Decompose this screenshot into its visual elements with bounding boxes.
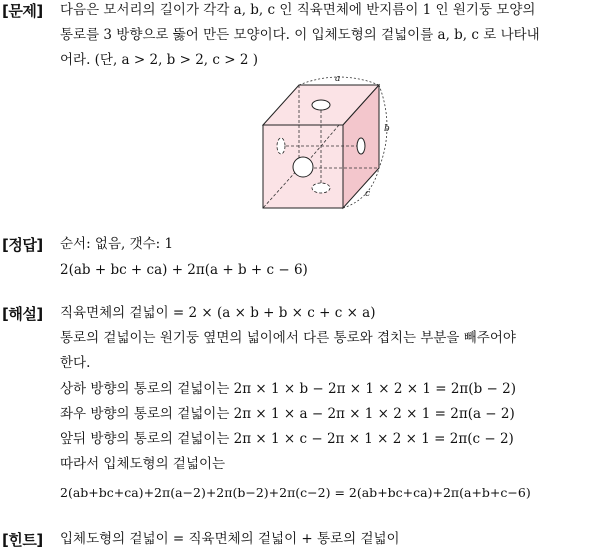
hint-tag: [힌트]: [2, 531, 43, 549]
cube-tunnel-figure: [255, 75, 395, 210]
explanation-line-2: 통로의 겉넓이는 원기둥 옆면의 넓이에서 다른 통로와 겹치는 부분을 빼주어야: [60, 330, 516, 346]
explanation-line-6: 앞뒤 방향의 통로의 겉넓이는 2π × 1 × c − 2π × 1 × 2 × 1 = 2π(c − 2): [60, 431, 514, 447]
explanation-line-7: 따라서 입체도형의 겉넓이는: [60, 456, 226, 472]
right-hole: [357, 138, 365, 154]
label-a: a: [335, 75, 341, 84]
bottom-hole-hidden: [312, 183, 330, 193]
hint-line-1: 입체도형의 겉넓이 = 직육면체의 겉넓이 + 통로의 겉넓이: [60, 531, 400, 547]
answer-line-1: 순서: 없음, 갯수: 1: [60, 236, 174, 252]
left-hole-hidden: [277, 138, 285, 154]
top-hole: [312, 100, 330, 110]
explanation-line-3: 한다.: [60, 355, 91, 371]
label-b: b: [384, 124, 390, 134]
answer-line-2: 2(ab + bc + ca) + 2π(a + b + c − 6): [60, 262, 308, 278]
problem-line-1: 다음은 모서리의 길이가 각각 a, b, c 인 직육면체에 반지름이 1 인 원기둥 모양의: [60, 2, 536, 18]
explanation-line-1: 직육면체의 겉넓이 = 2 × (a × b + b × c + c × a): [60, 305, 376, 321]
label-c: c: [365, 189, 371, 199]
problem-line-3: 어라. (단, a > 2, b > 2, c > 2 ): [60, 52, 258, 68]
answer-tag: [정답]: [2, 236, 43, 254]
explanation-tag: [해설]: [2, 305, 43, 323]
explanation-line-4: 상하 방향의 통로의 겉넓이는 2π × 1 × b − 2π × 1 × 2 × 1 = 2π(b − 2): [60, 381, 516, 397]
explanation-line-8: 2(ab+bc+ca)+2π(a−2)+2π(b−2)+2π(c−2) = 2(ab+bc+ca)+2π(a+b+c−6): [60, 485, 531, 500]
front-hole: [293, 157, 313, 177]
explanation-line-5: 좌우 방향의 통로의 겉넓이는 2π × 1 × a − 2π × 1 × 2 × 1 = 2π(a − 2): [60, 406, 515, 422]
problem-tag: [문제]: [2, 2, 43, 20]
problem-line-2: 통로를 3 방향으로 뚫어 만든 모양이다. 이 입체도형의 겉넓이를 a, b, c 로 나타내: [60, 27, 540, 43]
